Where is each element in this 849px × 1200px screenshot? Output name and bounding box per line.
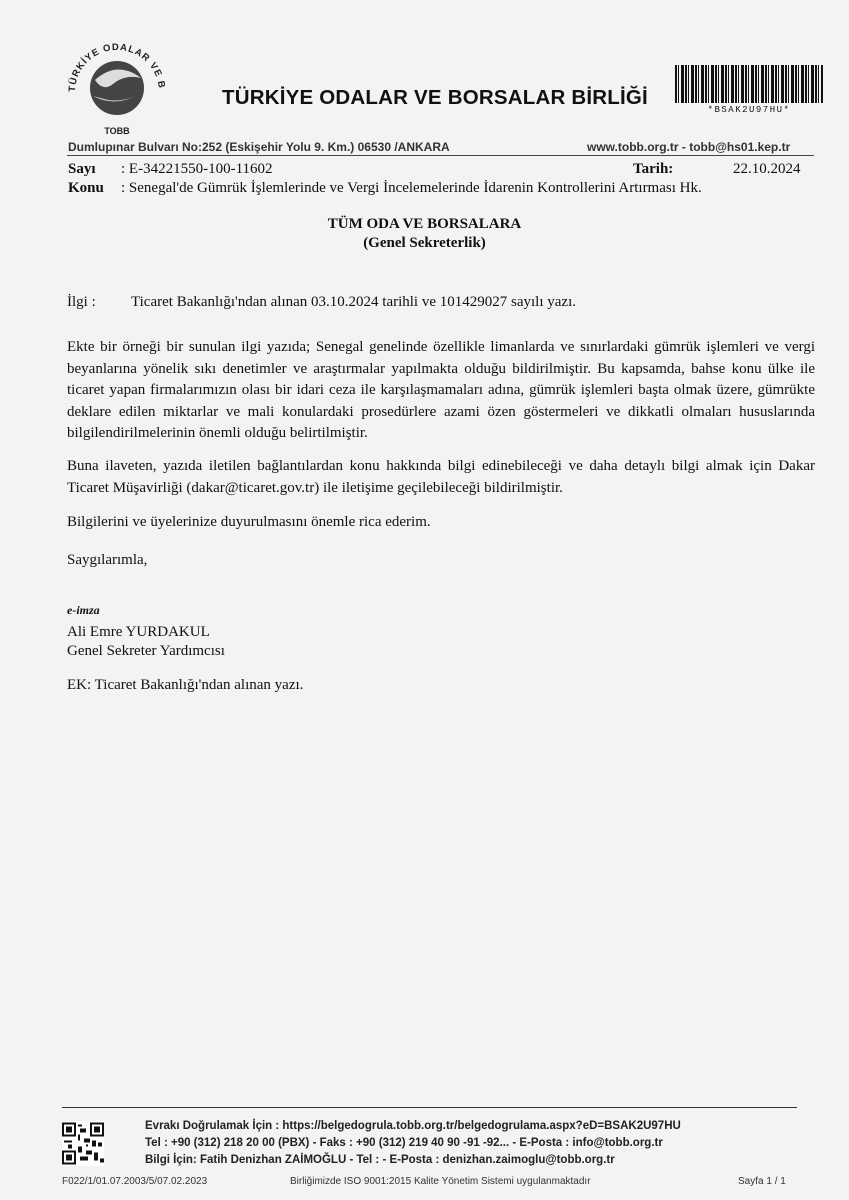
header-divider <box>67 155 814 156</box>
page-number: Sayfa 1 / 1 <box>738 1176 786 1187</box>
body-paragraph-2: Buna ilaveten, yazıda iletilen bağlantılardan konu hakkında bilgi edinebileceği ve daha detaylı bilgi almak için Dakar Ticaret Müşavirliği (dakar@ticaret.gov.tr) ile iletişime geçilebileceği bildirilmiştir. <box>67 458 815 496</box>
barcode-bars <box>675 65 823 103</box>
qr-code <box>62 1121 104 1166</box>
info-line: Bilgi İçin: Fatih Denizhan ZAİMOĞLU - Tel : - E-Posta : denizhan.zaimoglu@tobb.org.tr <box>145 1154 615 1166</box>
address: Dumlupınar Bulvarı No:252 (Eskişehir Yolu 9. Km.) 06530 /ANKARA <box>68 140 450 154</box>
body-paragraph-1: Ekte bir örneği bir sunulan ilgi yazıda; Senegal genelinde özellikle limanlarda ve sınırlardaki gümrük işlemleri ve vergi beyanlarına yönelik sıkı denetimler ve araştırmalar yapılmakta olduğu bildirilmiştir. Bu kapsamda, bahse konu ülke ile ticaret yapan firmalarımızın olası bir idari ceza ile karşılaşmamaları adına, gümrük işlemleri başta olmak üzere, gümrükte deklare edilen miktarlar ve mali konulardaki prosedürlere azami özen göstermeleri ve dikkatli olmaları hususlarında bilgilendirilmelerinin önemli olduğu belirtilmiştir. <box>67 339 815 441</box>
logo-abbr: TOBB <box>104 126 130 136</box>
ilgi-label: İlgi : <box>67 294 96 310</box>
form-code: F022/1/01.07.2003/5/07.02.2023 <box>62 1176 208 1187</box>
recipient-line2: (Genel Sekreterlik) <box>363 235 486 251</box>
attachment-note: EK: Ticaret Bakanlığı'ndan alınan yazı. <box>67 677 304 693</box>
ilgi-text: Ticaret Bakanlığı'ndan alınan 03.10.2024 tarihli ve 101429027 sayılı yazı. <box>131 294 576 310</box>
signer-title: Genel Sekreter Yardımcısı <box>67 643 225 659</box>
barcode-text: *BSAK2U97HU* <box>707 105 791 115</box>
recipient-line1: TÜM ODA VE BORSALARA <box>327 216 522 232</box>
konu-label: Konu <box>68 180 104 196</box>
konu-value: : Senegal'de Gümrük İşlemlerinde ve Vergi İncelemelerinde İdarenin Kontrollerini Artırması Hk. <box>121 180 702 196</box>
org-name: TÜRKİYE ODALAR VE BORSALAR BİRLİĞİ <box>222 86 648 109</box>
e-imza-label: e-imza <box>67 603 100 617</box>
web-contact: www.tobb.org.tr - tobb@hs01.kep.tr <box>587 140 791 154</box>
tarih-label: Tarih: <box>633 161 674 177</box>
body-paragraph-3: Bilgilerini ve üyelerinize duyurulmasını önemle rica ederim. <box>67 514 431 530</box>
tarih-value: 22.10.2024 <box>733 161 801 177</box>
contact-line: Tel : +90 (312) 218 20 00 (PBX) - Faks : +90 (312) 219 40 90 -91 -92... - E-Posta : info@tobb.org.tr <box>145 1137 663 1149</box>
footer-divider <box>62 1107 797 1108</box>
logo-ring-text: TÜRKİYE ODALAR VE B <box>66 41 167 93</box>
verify-link[interactable]: Evrakı Doğrulamak İçin : https://belgedogrula.tobb.org.tr/belgedogrulama.aspx?eD=BSAK2U97HU <box>145 1120 681 1132</box>
tobb-logo <box>55 30 180 142</box>
sayi-value: : E-34221550-100-11602 <box>121 161 273 177</box>
closing: Saygılarımla, <box>67 552 148 568</box>
signer-name: Ali Emre YURDAKUL <box>67 624 210 640</box>
barcode <box>675 65 823 115</box>
iso-note: Birliğimizde ISO 9001:2015 Kalite Yönetim Sistemi uygulanmaktadır <box>290 1176 591 1187</box>
sayi-label: Sayı <box>68 161 96 177</box>
